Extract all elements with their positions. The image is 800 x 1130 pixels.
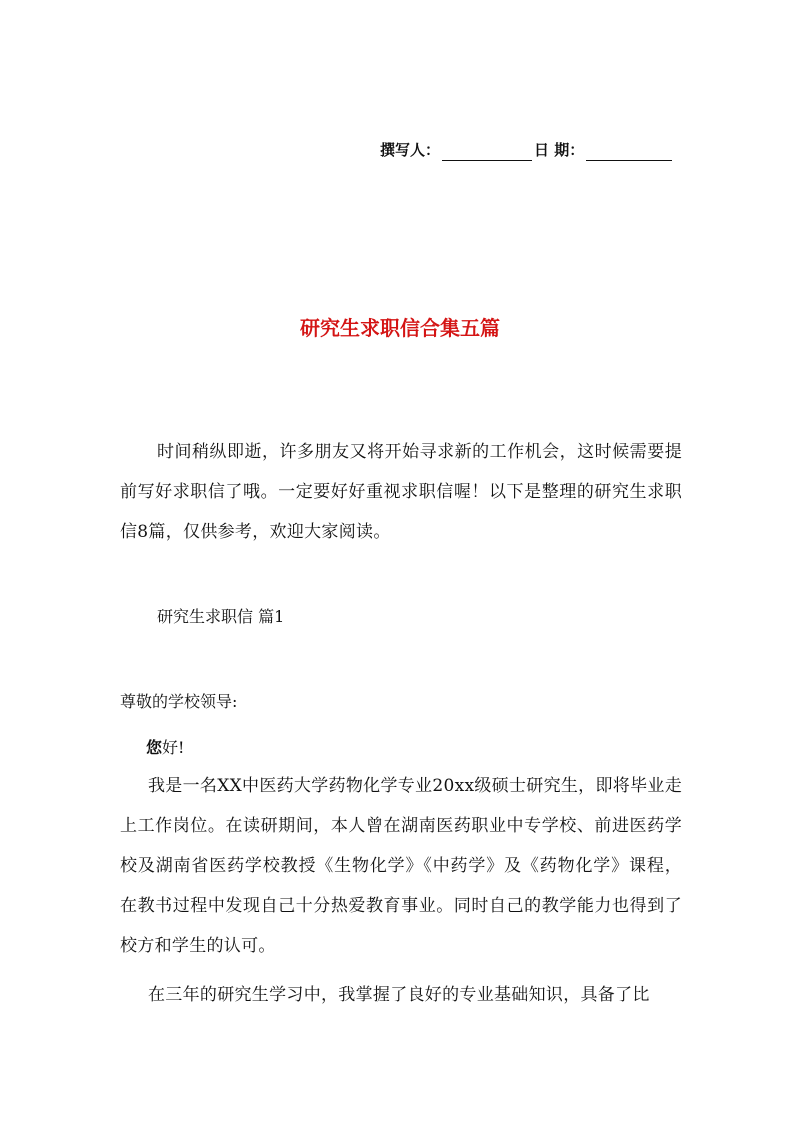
greeting-bold-part: 您 <box>146 738 163 757</box>
letter-paragraph-2: 在三年的研究生学习中，我掌握了良好的专业基础知识，具备了比 <box>148 985 650 1005</box>
letter-greeting <box>146 734 184 762</box>
author-label: 撰写人： <box>380 141 441 159</box>
document-title: 研究生求职信合集五篇 <box>300 316 500 340</box>
author-date-line <box>380 139 674 161</box>
date-label: 日 期： <box>534 141 585 159</box>
author-blank <box>442 144 532 161</box>
chapter-heading: 研究生求职信 篇1 <box>157 607 285 626</box>
intro-paragraph: 时间稍纵即逝，许多朋友又将开始寻求新的工作机会，这时候需要提前写好求职信了哦。一定要好好重视求职信喔！以下是整理的研究生求职信8篇，仅供参考，欢迎大家阅读。 <box>120 442 682 542</box>
greeting-rest: 好! <box>162 738 185 757</box>
date-blank <box>586 144 672 161</box>
letter-paragraph-1: 我是一名XX中医药大学药物化学专业20xx级硕士研究生，即将毕业走上工作岗位。在读研期间，本人曾在湖南医药职业中专学校、前进医药学校及湖南省医药学校教授《生物化学》《中药学》及《药物化学》课程，在教书过程中发现自己十分热爱教育事业。同时自己的教学能力也得到了校方和学生的认可。 <box>120 776 682 956</box>
letter-salutation: 尊敬的学校领导: <box>120 692 238 711</box>
